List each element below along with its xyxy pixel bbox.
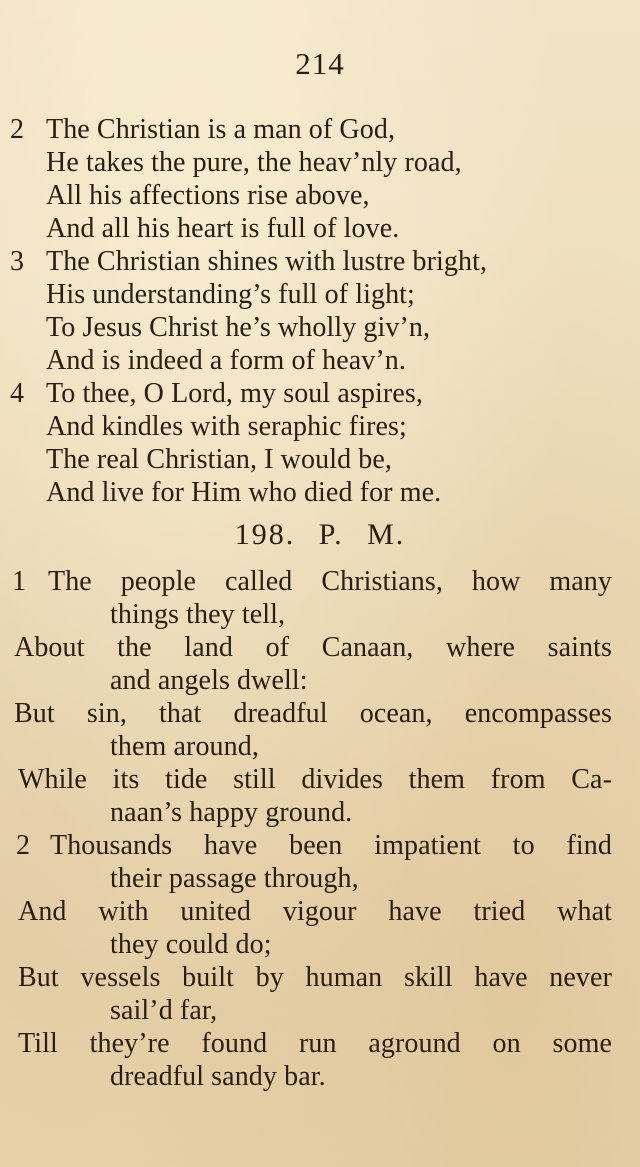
page-number: 214 bbox=[295, 46, 345, 81]
verse-line: To thee, O Lord, my soul aspires, bbox=[46, 378, 423, 409]
stanza-number: 3 bbox=[10, 246, 25, 277]
verse-line: To Jesus Christ he’s wholly giv’n, bbox=[46, 312, 431, 343]
verse-line-continuation: dreadful sandy bar. bbox=[110, 1061, 326, 1092]
verse-line: While its tide still divides them from Ca- bbox=[18, 764, 612, 795]
stanza-number: 2 bbox=[16, 830, 31, 861]
verse-line: The Christian shines with lustre bright, bbox=[46, 246, 488, 277]
stanza-number: 4 bbox=[10, 378, 25, 409]
verse-line-continuation: and angels dwell: bbox=[110, 665, 308, 696]
verse-line: And live for Him who died for me. bbox=[46, 477, 442, 508]
verse-line-continuation: they could do; bbox=[110, 929, 272, 960]
verse-line-continuation: naan’s happy ground. bbox=[110, 797, 353, 828]
verse-line: And kindles with seraphic fires; bbox=[46, 411, 407, 442]
verse-line: The people called Christians, how many bbox=[48, 566, 612, 597]
verse-line: But sin, that dreadful ocean, encompasses bbox=[14, 698, 612, 729]
verse-line: The Christian is a man of God, bbox=[46, 114, 396, 145]
stanza-number: 1 bbox=[12, 566, 27, 597]
verse-line-continuation: them around, bbox=[110, 731, 259, 762]
verse-line: All his affections rise above, bbox=[46, 180, 370, 211]
verse-line: And all his heart is full of love. bbox=[46, 213, 400, 244]
verse-line: The real Christian, I would be, bbox=[46, 444, 393, 475]
verse-line: And with united vigour have tried what bbox=[18, 896, 612, 927]
verse-line-continuation: sail’d far, bbox=[110, 995, 218, 1026]
verse-line: He takes the pure, the heav’nly road, bbox=[46, 147, 462, 178]
stanza-number: 2 bbox=[10, 114, 25, 145]
verse-line: About the land of Canaan, where saints bbox=[14, 632, 612, 663]
verse-line: Till they’re found run aground on some bbox=[18, 1028, 612, 1059]
verse-line: His understanding’s full of light; bbox=[46, 279, 415, 310]
verse-line-continuation: things they tell, bbox=[110, 599, 286, 630]
verse-line: But vessels built by human skill have never bbox=[18, 962, 612, 993]
verse-line: Thousands have been impatient to find bbox=[50, 830, 612, 861]
verse-line-continuation: their passage through, bbox=[110, 863, 359, 894]
hymn-heading: 198. P. M. bbox=[234, 518, 406, 551]
verse-line: And is indeed a form of heav’n. bbox=[46, 345, 406, 376]
